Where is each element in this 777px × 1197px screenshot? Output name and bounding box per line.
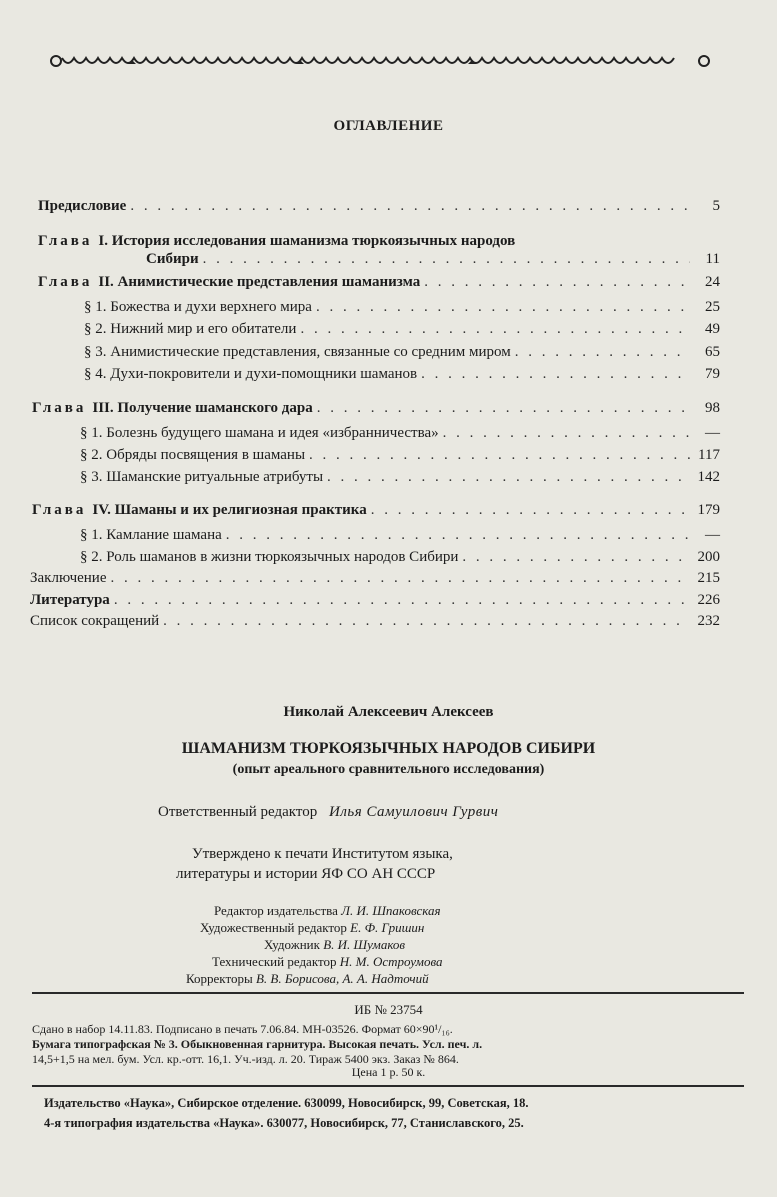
staff-name: Л. И. Шпаковская [341,903,441,918]
publisher-line-1: Издательство «Наука», Сибирское отделение. 630099, Новосибирск, 99, Советская, 18. [44,1096,529,1110]
toc-entry-label: § 1. Болезнь будущего шамана и идея «избранничества» [80,425,439,441]
chapter-prefix: Глава [32,400,87,416]
toc-entry [38,231,720,251]
ib-number: ИБ № 23754 [354,1002,423,1017]
toc-entry-label: Предисловие [38,198,127,214]
toc-entry-label: Литература [30,592,110,608]
chapter-prefix: Глава [32,502,87,518]
print-details-line-1: Сдано в набор 14.11.83. Подписано в печать 7.06.84. МН-03526. Формат 60×90¹/₁₆. [32,1022,453,1036]
toc-entry [84,319,720,339]
toc-entry-page: 179 [697,502,720,518]
staff-role: Корректоры [186,971,253,986]
leader-dots [443,423,690,443]
toc-entry-label: IV. Шаманы и их религиозная практика [92,502,367,518]
leader-dots [130,196,690,216]
toc-entry [80,467,720,487]
leader-dots [371,500,690,520]
book-subtitle: (опыт ареального сравнительного исследования) [232,762,545,777]
leader-dots [111,568,691,588]
toc-entry-continuation [146,249,720,269]
leader-dots [462,547,690,567]
toc-entry-label: § 2. Обряды посвящения в шаманы [80,447,306,463]
toc-entry-label: § 3. Шаманские ритуальные атрибуты [80,469,324,485]
toc-entry [84,342,720,362]
toc-entry [84,364,720,384]
wave-border-ornament-icon [48,50,712,72]
toc-entry-page: 11 [705,251,720,267]
toc-entry-label: III. Получение шаманского дара [92,400,313,416]
chapter-prefix: Глава [38,274,93,290]
staff-role: Художник [264,937,320,952]
responsible-editor-label: Ответственный редактор [158,804,318,820]
leader-dots [424,272,690,292]
leader-dots [327,467,690,487]
staff-line [212,953,443,970]
toc-entry-page: 49 [705,321,720,337]
toc-entry-page: — [705,527,720,543]
leader-dots [203,249,690,269]
leader-dots [226,525,690,545]
toc-entry-label: § 1. Камлание шамана [80,527,222,543]
toc-entry-label: Заключение [30,570,107,586]
print-details-line-2: Бумага типографская № 3. Обыкновенная гарнитура. Высокая печать. Усл. печ. л. [32,1037,483,1051]
book-title: ШАМАНИЗМ ТЮРКОЯЗЫЧНЫХ НАРОДОВ СИБИРИ [181,740,596,757]
toc-entry [80,423,720,443]
staff-role: Технический редактор [212,954,337,969]
chapter-prefix: Глава [38,233,93,249]
toc-title: ОГЛАВЛЕНИЕ [333,118,444,134]
approval-line-1: Утверждено к печати Институтом языка, [192,846,453,862]
staff-name: В. В. Борисова, А. А. Надточий [255,971,429,986]
staff-role: Художественный редактор [200,920,347,935]
toc-entry-page: 232 [697,613,720,629]
toc-entry-page: 215 [697,570,720,586]
staff-name: В. И. Шумаков [323,937,406,952]
toc-entry-page: 200 [697,549,720,565]
toc-entry [84,297,720,317]
staff-role: Редактор издательства [214,903,338,918]
staff-name: Н. М. Остроумова [339,954,443,969]
toc-entry-label: § 4. Духи-покровители и духи-помощники шаманов [84,366,418,382]
author-name: Николай Алексеевич Алексеев [283,704,494,720]
toc-entry [80,547,720,567]
toc-entry-label: Список сокращений [30,613,160,629]
toc-entry-page: 117 [698,447,720,463]
toc-entry [38,196,720,216]
leader-dots [515,342,690,362]
toc-entry [30,611,720,631]
price: Цена 1 р. 50 к. [351,1065,426,1079]
staff-line [200,919,424,936]
toc-entry [30,590,720,610]
toc-entry-label: § 3. Анимистические представления, связанные со средним миром [84,344,511,360]
toc-entry-page: 5 [712,198,720,214]
toc-entry-page: 142 [697,469,720,485]
staff-line [186,970,429,987]
toc-entry-page: 79 [705,366,720,382]
toc-entry [80,525,720,545]
leader-dots [114,590,690,610]
toc-entry [38,272,720,292]
responsible-editor [158,804,498,821]
leader-dots [316,297,690,317]
toc-entry-page: — [705,425,720,441]
responsible-editor-name: Илья Самуилович Гурвич [329,804,499,820]
divider [32,1085,744,1087]
toc-entry-page: 25 [705,299,720,315]
toc-entry [30,568,720,588]
leader-dots [317,398,690,418]
toc-entry-label-continuation: Сибири [146,251,199,267]
staff-line [264,936,405,953]
toc-entry [80,445,720,465]
toc-entry-page: 65 [705,344,720,360]
toc-entry [32,500,720,520]
leader-dots [300,319,690,339]
staff-name: Е. Ф. Гришин [350,920,425,935]
publisher-line-2: 4-я типография издательства «Наука». 630077, Новосибирск, 77, Станиславского, 25. [44,1116,524,1130]
toc-entry-label: § 1. Божества и духи верхнего мира [84,299,312,315]
toc-entry-page: 98 [705,400,720,416]
toc-entry-label: § 2. Нижний мир и его обитатели [84,321,297,337]
staff-line [214,902,441,919]
leader-dots [309,445,690,465]
divider [32,992,744,994]
approval-line-2: литературы и истории ЯФ СО АН СССР [176,866,436,882]
toc-entry-label: II. Анимистические представления шаманизма [98,274,421,290]
toc-entry-page: 226 [697,592,720,608]
print-details-line-3: 14,5+1,5 на мел. бум. Усл. кр.-отт. 16,1. Уч.-изд. л. 20. Тираж 5400 экз. Заказ № 864. [32,1052,459,1066]
toc-entry [32,398,720,418]
toc-entry-label: I. История исследования шаманизма тюркоязычных народов [98,233,516,249]
leader-dots [421,364,690,384]
toc-entry-page: 24 [705,274,720,290]
toc-entry-label: § 2. Роль шаманов в жизни тюркоязычных народов Сибири [80,549,459,565]
leader-dots [163,611,690,631]
